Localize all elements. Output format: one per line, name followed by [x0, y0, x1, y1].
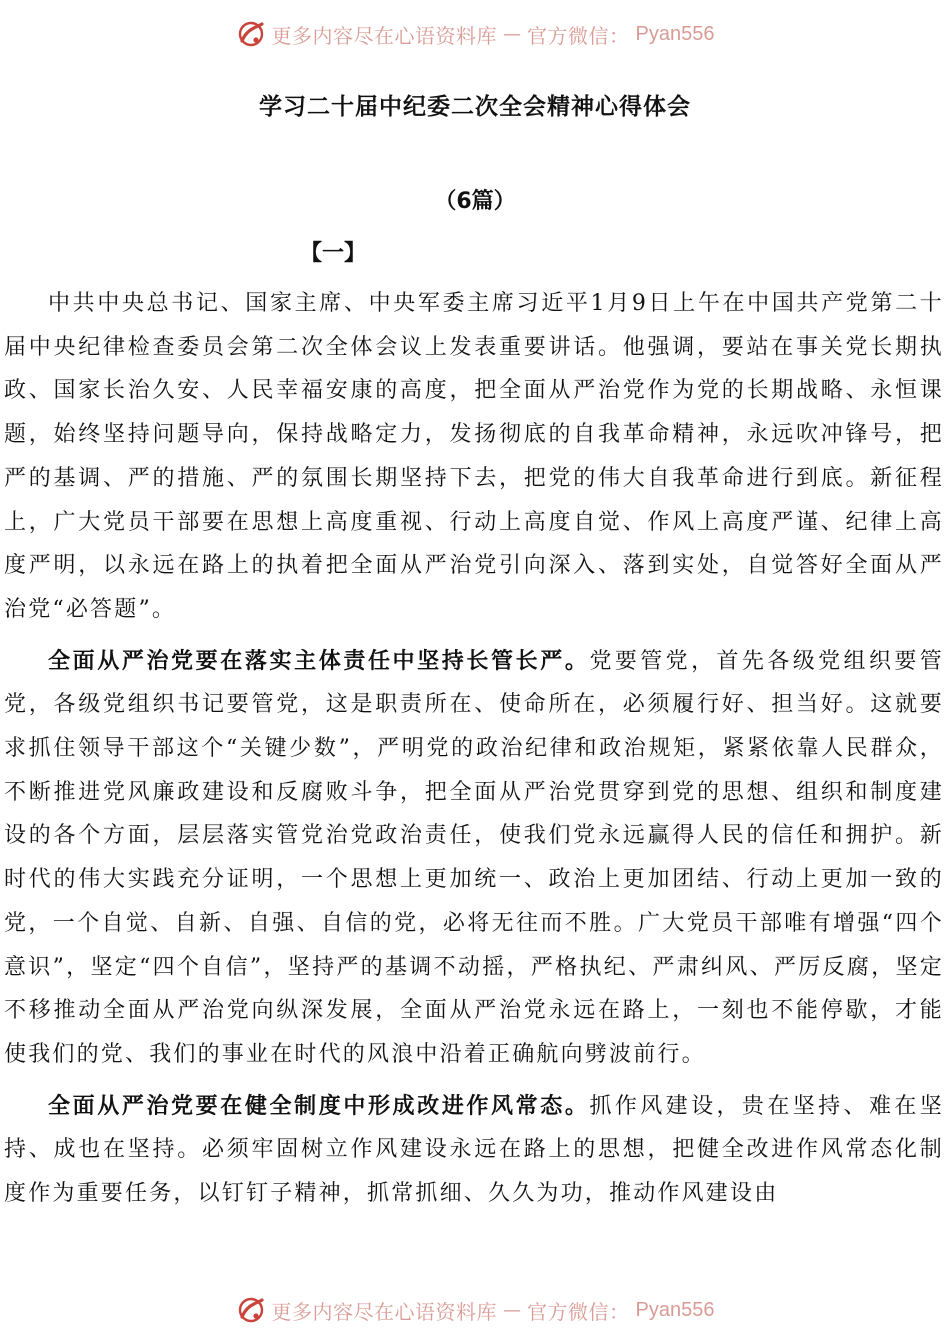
- paragraph: [4, 1085, 944, 1216]
- document-body: [4, 282, 944, 1216]
- watermark-wechat-label: 官方微信：: [527, 1299, 630, 1324]
- brush-logo-icon: [236, 19, 266, 49]
- watermark-footer: [0, 1290, 950, 1330]
- document-title: 学习二十届中纪委二次全会精神心得体会: [259, 94, 691, 120]
- paragraph-text: 党要管党，首先各级党组织要管党，各级党组织书记要管党，这是职责所在、使命所在，必须履行好、担当好。这就要求抓住领导干部这个“关键少数”，严明党的政治纪律和政治规矩，紧紧依靠人民群众，不断推进党风廉政建设和反腐败斗争，把全面从严治党贯穿到党的思想、组织和制度建设的各个方面，层层落实管党治党政治责任，使我们党永远赢得人民的信任和拥护。新时代的伟大实践充分证明，一个思想上更加统一、政治上更加团结、行动上更加一致的党，一个自觉、自新、自强、自信的党，必将无往而不胜。广大党员干部唯有增强“四个意识”，坚定“四个自信”，坚持严的基调不动摇，严格执纪、严肃纠风、严厉反腐，坚定不移推动全面从严治党向纵深发展，全面从严治党永远在路上，一刻也不能停歇，才能使我们的党、我们的事业在时代的风浪中沿着正确航向劈波前行。: [4, 648, 944, 1067]
- watermark-separator: —: [503, 1299, 522, 1321]
- paragraph: [4, 640, 944, 1077]
- watermark-wechat-id: Pyan556: [635, 22, 715, 45]
- paragraph-text: 中共中央总书记、国家主席、中央军委主席习近平1月9日上午在中国共产党第二十届中央纪律检查委员会第二次全体会议上发表重要讲话。他强调，要站在事关党长期执政、国家长治久安、人民幸福安康的高度，把全面从严治党作为党的长期战略、永恒课题，始终坚持问题导向，保持战略定力，发扬彻底的自我革命精神，永远吹冲锋号，把严的基调、严的措施、严的氛围长期坚持下去，把党的伟大自我革命进行到底。新征程上，广大党员干部要在思想上高度重视、行动上高度自觉、作风上高度严谨、纪律上高度严明，以永远在路上的执着把全面从严治党引向深入、落到实处，自觉答好全面从严治党“必答题”。: [4, 291, 944, 622]
- watermark-separator: —: [503, 23, 522, 45]
- watermark-header: [0, 14, 950, 54]
- watermark-wechat-id: Pyan556: [635, 1298, 715, 1321]
- paragraph-lead: 全面从严治党要在健全制度中形成改进作风常态。: [48, 1093, 590, 1119]
- paragraph-lead: 全面从严治党要在落实主体责任中坚持长管长严。: [48, 648, 590, 674]
- watermark-wechat-label: 官方微信：: [527, 23, 630, 48]
- paragraph-text: 抓作风建设，贵在坚持、难在坚持、成也在坚持。必须牢固树立作风建设永远在路上的思想，把健全改进作风常态化制度作为重要任务，以钉钉子精神，抓常抓细、久久为功，推动作风建设由: [4, 1093, 944, 1207]
- paragraph: [4, 282, 944, 632]
- watermark-site-text: 更多内容尽在心语资料库: [271, 23, 498, 48]
- brush-logo-icon: [236, 1295, 266, 1325]
- article-count: （6篇）: [434, 189, 516, 214]
- section-heading: 【一】: [300, 241, 367, 266]
- watermark-site-text: 更多内容尽在心语资料库: [271, 1299, 498, 1324]
